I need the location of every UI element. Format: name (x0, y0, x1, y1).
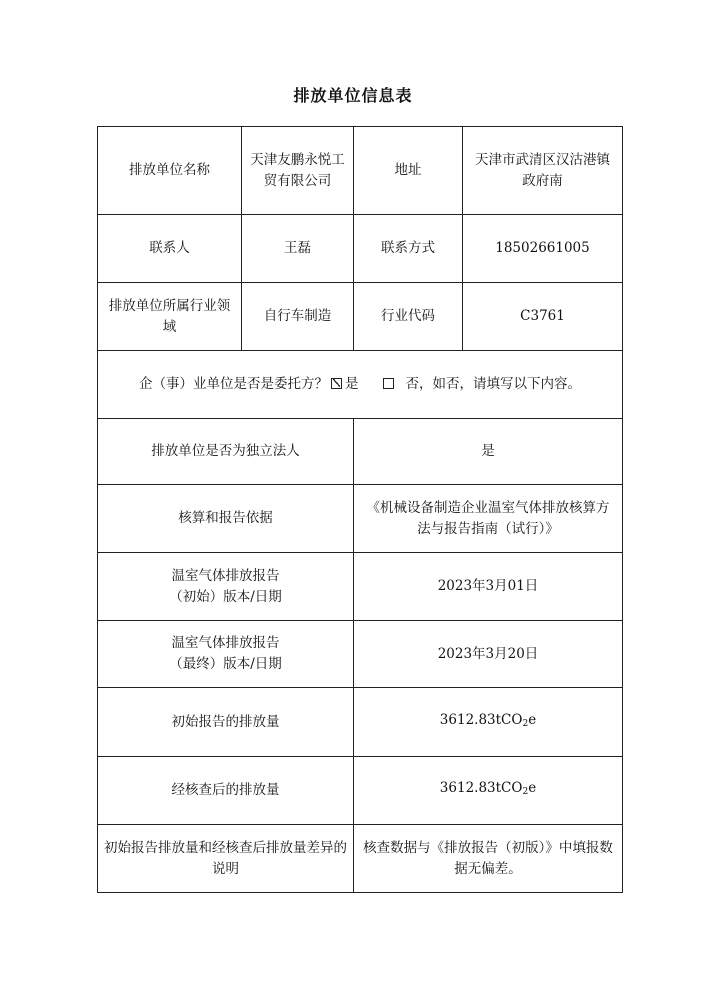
verified-emission-subscript: 2 (522, 787, 529, 797)
industry-code-value: C3761 (463, 283, 623, 351)
initial-emission-suffix: e (528, 711, 537, 728)
table-row (98, 825, 623, 893)
basis-value: 《机械设备制造企业温室气体排放核算方法与报告指南（试行）》 (354, 485, 623, 553)
checkbox-no[interactable] (383, 378, 394, 389)
verified-emission-suffix: e (528, 780, 537, 796)
phone-value: 18502661005 (463, 215, 623, 283)
checkbox-yes-checked[interactable] (331, 378, 342, 389)
legal-person-label: 排放单位是否为独立法人 (98, 419, 354, 485)
table-row (98, 757, 623, 825)
legal-person-value: 是 (354, 419, 623, 485)
table-row (98, 351, 623, 419)
table-row (98, 621, 623, 688)
table-row (98, 485, 623, 553)
final-report-label-line1: 温室气体排放报告 (171, 635, 280, 651)
initial-emission-subscript: 2 (522, 718, 529, 729)
basis-label: 核算和报告依据 (98, 485, 354, 553)
initial-report-label-line2: （初始）版本/日期 (169, 588, 282, 605)
difference-value: 核查数据与《排放报告（初版）》中填报数据无偏差。 (354, 825, 623, 893)
verified-emission-value (354, 757, 623, 825)
initial-report-date: 2023年3月01日 (354, 553, 623, 621)
entrust-question: 企（事）业单位是否是委托方？ (138, 376, 328, 392)
initial-report-label-line1: 温室气体排放报告 (171, 567, 280, 584)
contact-label: 联系人 (98, 215, 242, 283)
address-label: 地址 (354, 127, 463, 215)
final-report-date: 2023年3月20日 (354, 621, 623, 688)
table-row (98, 283, 623, 351)
final-report-label-line2: （最终）版本/日期 (169, 656, 282, 672)
initial-report-label (98, 553, 354, 621)
verified-emission-label: 经核查后的排放量 (98, 757, 354, 825)
contact-value: 王磊 (242, 215, 354, 283)
entrust-cell (98, 351, 623, 419)
page-title: 排放单位信息表 (293, 86, 413, 105)
difference-label: 初始报告排放量和经核查后排放量差异的说明 (98, 825, 354, 893)
phone-label: 联系方式 (354, 215, 463, 283)
table-row (98, 127, 623, 215)
table-row (98, 688, 623, 757)
final-report-label (98, 621, 354, 688)
table-row (98, 215, 623, 283)
verified-emission-number: 3612.83tCO (439, 780, 523, 796)
table-row (98, 419, 623, 485)
initial-emission-value (354, 688, 623, 757)
initial-emission-label: 初始报告的排放量 (98, 688, 354, 757)
unit-name-label: 排放单位名称 (98, 127, 242, 215)
industry-label: 排放单位所属行业领域 (98, 283, 242, 351)
unit-name-value: 天津友鹏永悦工贸有限公司 (242, 127, 354, 215)
initial-emission-number: 3612.83tCO (439, 711, 523, 728)
table-row (98, 553, 623, 621)
industry-value: 自行车制造 (242, 283, 354, 351)
address-value: 天津市武清区汉沽港镇政府南 (463, 127, 623, 215)
entrust-yes-label: 是 (344, 376, 359, 392)
entrust-no-label: 否，如否，请填写以下内容。 (405, 376, 582, 392)
info-table (97, 126, 623, 893)
industry-code-label: 行业代码 (354, 283, 463, 351)
